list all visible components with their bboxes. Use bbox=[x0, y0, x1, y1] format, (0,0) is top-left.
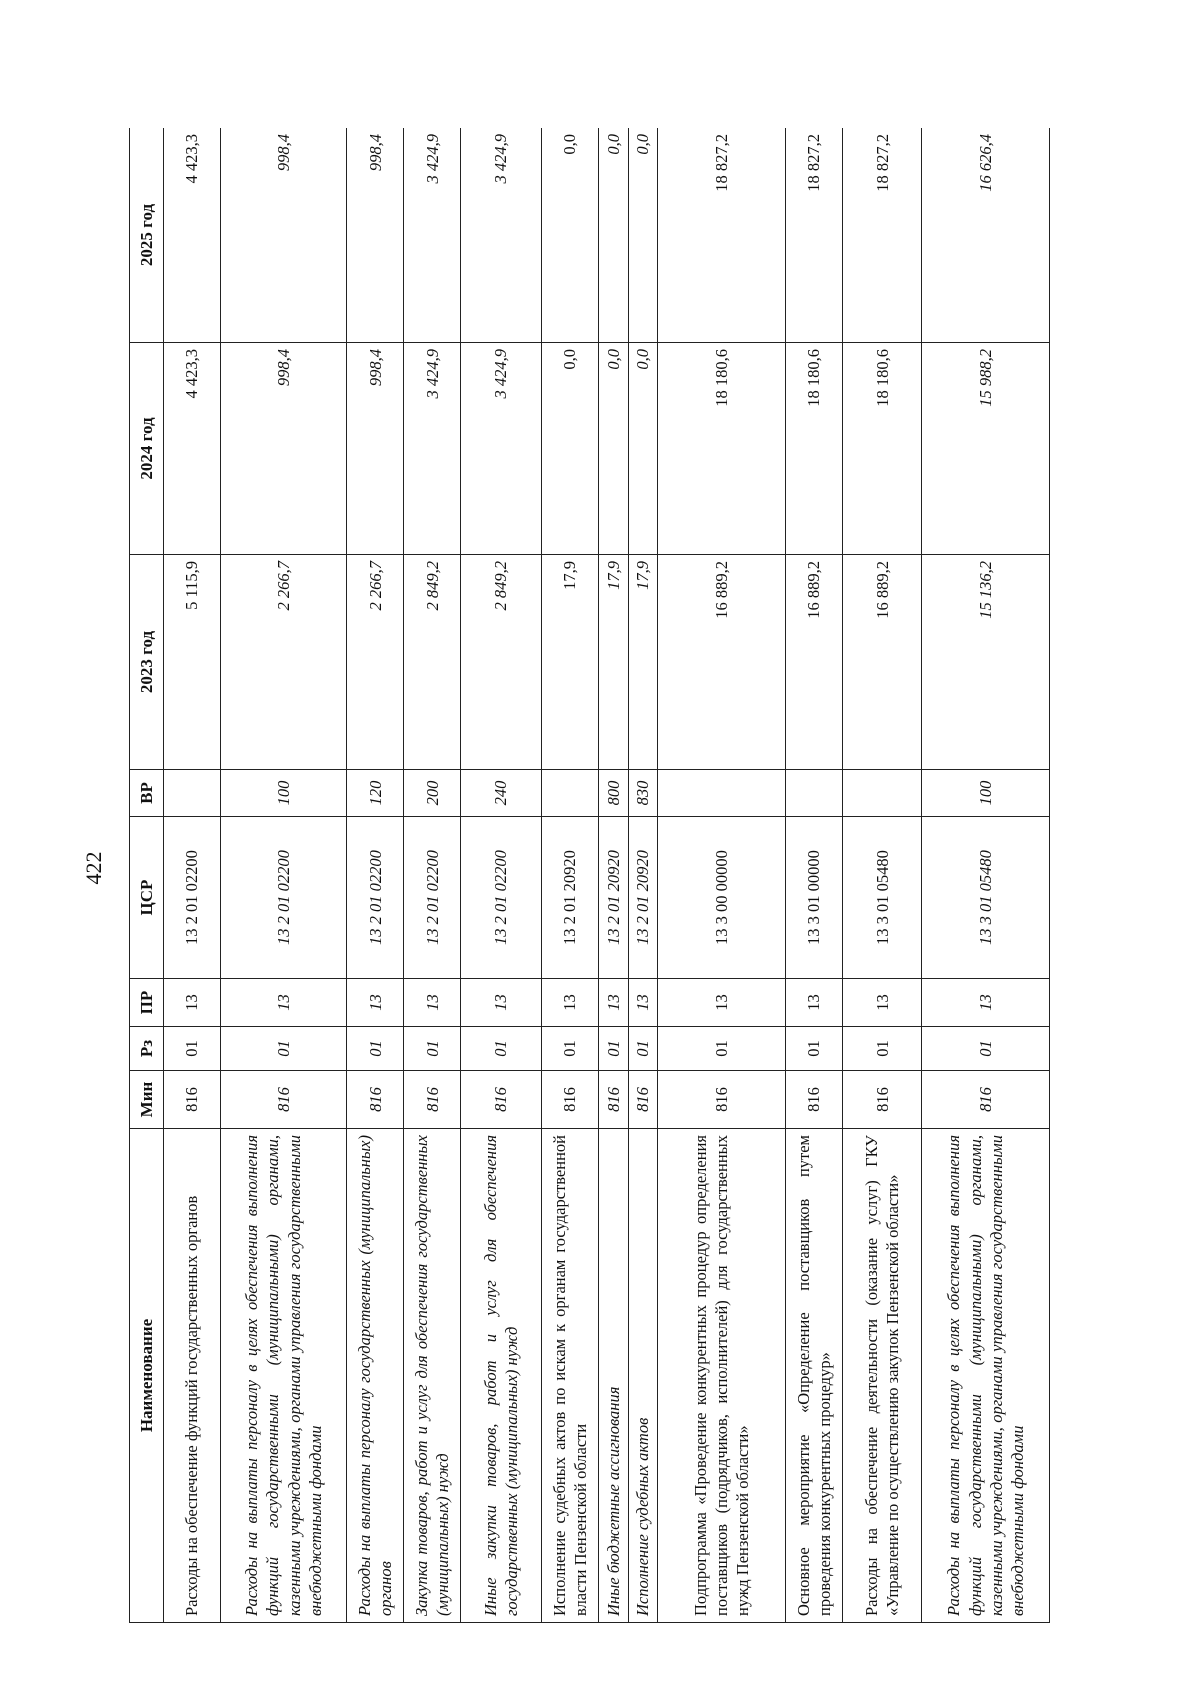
cell-csr: 13 3 00 00000 bbox=[658, 817, 786, 979]
cell-name: Расходы на выплаты персоналу государственных (муниципальных) органов bbox=[347, 1129, 404, 1623]
header-2024: 2024 год bbox=[130, 343, 164, 555]
cell-csr: 13 2 01 20920 bbox=[628, 817, 658, 979]
page-number: 422 bbox=[81, 851, 106, 885]
cell-csr: 13 3 01 00000 bbox=[785, 817, 842, 979]
cell-rz: 01 bbox=[785, 1027, 842, 1071]
header-min: Мин bbox=[130, 1071, 164, 1129]
cell-vr bbox=[164, 770, 221, 817]
cell-csr: 13 3 01 05480 bbox=[842, 817, 922, 979]
table-row bbox=[461, 128, 542, 1623]
cell-min: 816 bbox=[461, 1071, 542, 1129]
cell-rz: 01 bbox=[164, 1027, 221, 1071]
table-row bbox=[785, 128, 842, 1623]
cell-y2025: 998,4 bbox=[220, 128, 346, 343]
header-row bbox=[130, 128, 164, 1623]
cell-name: Исполнение судебных актов по искам к органам государственной власти Пензенской области bbox=[541, 1129, 598, 1623]
cell-pr: 13 bbox=[461, 979, 542, 1027]
cell-pr: 13 bbox=[842, 979, 922, 1027]
cell-name: Расходы на выплаты персоналу в целях обеспечения выполнения функций государственными (муниципальными) органами, казенными учреждениями, органами управления государственными внебюджетными фондами bbox=[922, 1129, 1050, 1623]
cell-y2023: 16 889,2 bbox=[658, 555, 786, 770]
cell-y2023: 2 266,7 bbox=[347, 555, 404, 770]
cell-y2025: 998,4 bbox=[347, 128, 404, 343]
cell-y2023: 17,9 bbox=[541, 555, 598, 770]
cell-csr: 13 2 01 02200 bbox=[461, 817, 542, 979]
cell-rz: 01 bbox=[628, 1027, 658, 1071]
cell-pr: 13 bbox=[785, 979, 842, 1027]
cell-csr: 13 2 01 02200 bbox=[220, 817, 346, 979]
cell-pr: 13 bbox=[922, 979, 1050, 1027]
cell-rz: 01 bbox=[658, 1027, 786, 1071]
cell-y2023: 2 849,2 bbox=[461, 555, 542, 770]
cell-name: Исполнение судебных актов bbox=[628, 1129, 658, 1623]
cell-y2025: 3 424,9 bbox=[404, 128, 461, 343]
cell-pr: 13 bbox=[628, 979, 658, 1027]
cell-pr: 13 bbox=[404, 979, 461, 1027]
cell-pr: 13 bbox=[220, 979, 346, 1027]
cell-min: 816 bbox=[842, 1071, 922, 1129]
cell-rz: 01 bbox=[922, 1027, 1050, 1071]
table-row bbox=[628, 128, 658, 1623]
cell-pr: 13 bbox=[164, 979, 221, 1027]
cell-csr: 13 2 01 02200 bbox=[164, 817, 221, 979]
cell-name: Расходы на обеспечение деятельности (оказание услуг) ГКУ «Управление по осуществлению закупок Пензенской области» bbox=[842, 1129, 922, 1623]
cell-pr: 13 bbox=[347, 979, 404, 1027]
cell-rz: 01 bbox=[842, 1027, 922, 1071]
cell-vr: 120 bbox=[347, 770, 404, 817]
cell-y2025: 18 827,2 bbox=[785, 128, 842, 343]
cell-min: 816 bbox=[598, 1071, 628, 1129]
cell-y2023: 5 115,9 bbox=[164, 555, 221, 770]
cell-min: 816 bbox=[347, 1071, 404, 1129]
header-pr: ПР bbox=[130, 979, 164, 1027]
cell-csr: 13 2 01 02200 bbox=[404, 817, 461, 979]
cell-y2023: 17,9 bbox=[598, 555, 628, 770]
header-csr: ЦСР bbox=[130, 817, 164, 979]
cell-y2024: 3 424,9 bbox=[404, 343, 461, 555]
cell-y2023: 16 889,2 bbox=[842, 555, 922, 770]
cell-y2025: 18 827,2 bbox=[842, 128, 922, 343]
cell-y2025: 16 626,4 bbox=[922, 128, 1050, 343]
cell-csr: 13 3 01 05480 bbox=[922, 817, 1050, 979]
table-row bbox=[404, 128, 461, 1623]
cell-y2025: 18 827,2 bbox=[658, 128, 786, 343]
cell-rz: 01 bbox=[541, 1027, 598, 1071]
cell-y2024: 18 180,6 bbox=[785, 343, 842, 555]
cell-y2024: 998,4 bbox=[220, 343, 346, 555]
cell-vr bbox=[541, 770, 598, 817]
cell-name: Подпрограмма «Проведение конкурентных процедур определения поставщиков (подрядчиков, исполнителей) для государственных нужд Пензенской области» bbox=[658, 1129, 786, 1623]
cell-min: 816 bbox=[785, 1071, 842, 1129]
table-row bbox=[658, 128, 786, 1623]
cell-name: Расходы на обеспечение функций государственных органов bbox=[164, 1129, 221, 1623]
cell-pr: 13 bbox=[658, 979, 786, 1027]
cell-min: 816 bbox=[922, 1071, 1050, 1129]
cell-min: 816 bbox=[220, 1071, 346, 1129]
budget-table-rotated bbox=[129, 128, 1050, 1623]
cell-csr: 13 2 01 02200 bbox=[347, 817, 404, 979]
cell-y2024: 18 180,6 bbox=[842, 343, 922, 555]
table-row bbox=[598, 128, 628, 1623]
cell-y2023: 2 849,2 bbox=[404, 555, 461, 770]
cell-y2025: 0,0 bbox=[541, 128, 598, 343]
cell-vr: 200 bbox=[404, 770, 461, 817]
cell-rz: 01 bbox=[461, 1027, 542, 1071]
cell-min: 816 bbox=[541, 1071, 598, 1129]
cell-name: Иные бюджетные ассигнования bbox=[598, 1129, 628, 1623]
table-row bbox=[220, 128, 346, 1623]
table-row bbox=[922, 128, 1050, 1623]
cell-y2025: 3 424,9 bbox=[461, 128, 542, 343]
cell-y2024: 0,0 bbox=[598, 343, 628, 555]
cell-y2024: 15 988,2 bbox=[922, 343, 1050, 555]
cell-y2023: 15 136,2 bbox=[922, 555, 1050, 770]
table-row bbox=[541, 128, 598, 1623]
header-2023: 2023 год bbox=[130, 555, 164, 770]
cell-vr bbox=[785, 770, 842, 817]
cell-y2023: 17,9 bbox=[628, 555, 658, 770]
cell-vr: 240 bbox=[461, 770, 542, 817]
header-vr: ВР bbox=[130, 770, 164, 817]
cell-vr bbox=[842, 770, 922, 817]
cell-min: 816 bbox=[164, 1071, 221, 1129]
cell-min: 816 bbox=[404, 1071, 461, 1129]
cell-rz: 01 bbox=[598, 1027, 628, 1071]
header-rz: Рз bbox=[130, 1027, 164, 1071]
table-row bbox=[347, 128, 404, 1623]
budget-table-container bbox=[129, 128, 1050, 1623]
cell-name: Иные закупки товаров, работ и услуг для обеспечения государственных (муниципальных) нужд bbox=[461, 1129, 542, 1623]
cell-y2023: 2 266,7 bbox=[220, 555, 346, 770]
budget-table bbox=[129, 128, 1050, 1623]
cell-name: Основное мероприятие «Определение поставщиков путем проведения конкурентных процедур» bbox=[785, 1129, 842, 1623]
cell-name: Закупка товаров, работ и услуг для обеспечения государственных (муниципальных) нужд bbox=[404, 1129, 461, 1623]
cell-y2023: 16 889,2 bbox=[785, 555, 842, 770]
cell-y2024: 0,0 bbox=[541, 343, 598, 555]
cell-min: 816 bbox=[658, 1071, 786, 1129]
cell-y2025: 0,0 bbox=[598, 128, 628, 343]
table-row bbox=[842, 128, 922, 1623]
cell-rz: 01 bbox=[220, 1027, 346, 1071]
table-row bbox=[164, 128, 221, 1623]
cell-y2024: 18 180,6 bbox=[658, 343, 786, 555]
cell-csr: 13 2 01 20920 bbox=[598, 817, 628, 979]
cell-y2024: 4 423,3 bbox=[164, 343, 221, 555]
cell-y2024: 3 424,9 bbox=[461, 343, 542, 555]
cell-y2025: 0,0 bbox=[628, 128, 658, 343]
cell-vr: 100 bbox=[922, 770, 1050, 817]
cell-y2024: 0,0 bbox=[628, 343, 658, 555]
cell-csr: 13 2 01 20920 bbox=[541, 817, 598, 979]
header-2025: 2025 год bbox=[130, 128, 164, 343]
header-name: Наименование bbox=[130, 1129, 164, 1623]
cell-rz: 01 bbox=[347, 1027, 404, 1071]
cell-pr: 13 bbox=[541, 979, 598, 1027]
cell-vr: 800 bbox=[598, 770, 628, 817]
cell-y2024: 998,4 bbox=[347, 343, 404, 555]
cell-name: Расходы на выплаты персоналу в целях обеспечения выполнения функций государственными (муниципальными) органами, казенными учреждениями, органами управления государственными внебюджетными фондами bbox=[220, 1129, 346, 1623]
cell-vr: 830 bbox=[628, 770, 658, 817]
cell-min: 816 bbox=[628, 1071, 658, 1129]
cell-pr: 13 bbox=[598, 979, 628, 1027]
cell-vr: 100 bbox=[220, 770, 346, 817]
cell-y2025: 4 423,3 bbox=[164, 128, 221, 343]
cell-rz: 01 bbox=[404, 1027, 461, 1071]
cell-vr bbox=[658, 770, 786, 817]
